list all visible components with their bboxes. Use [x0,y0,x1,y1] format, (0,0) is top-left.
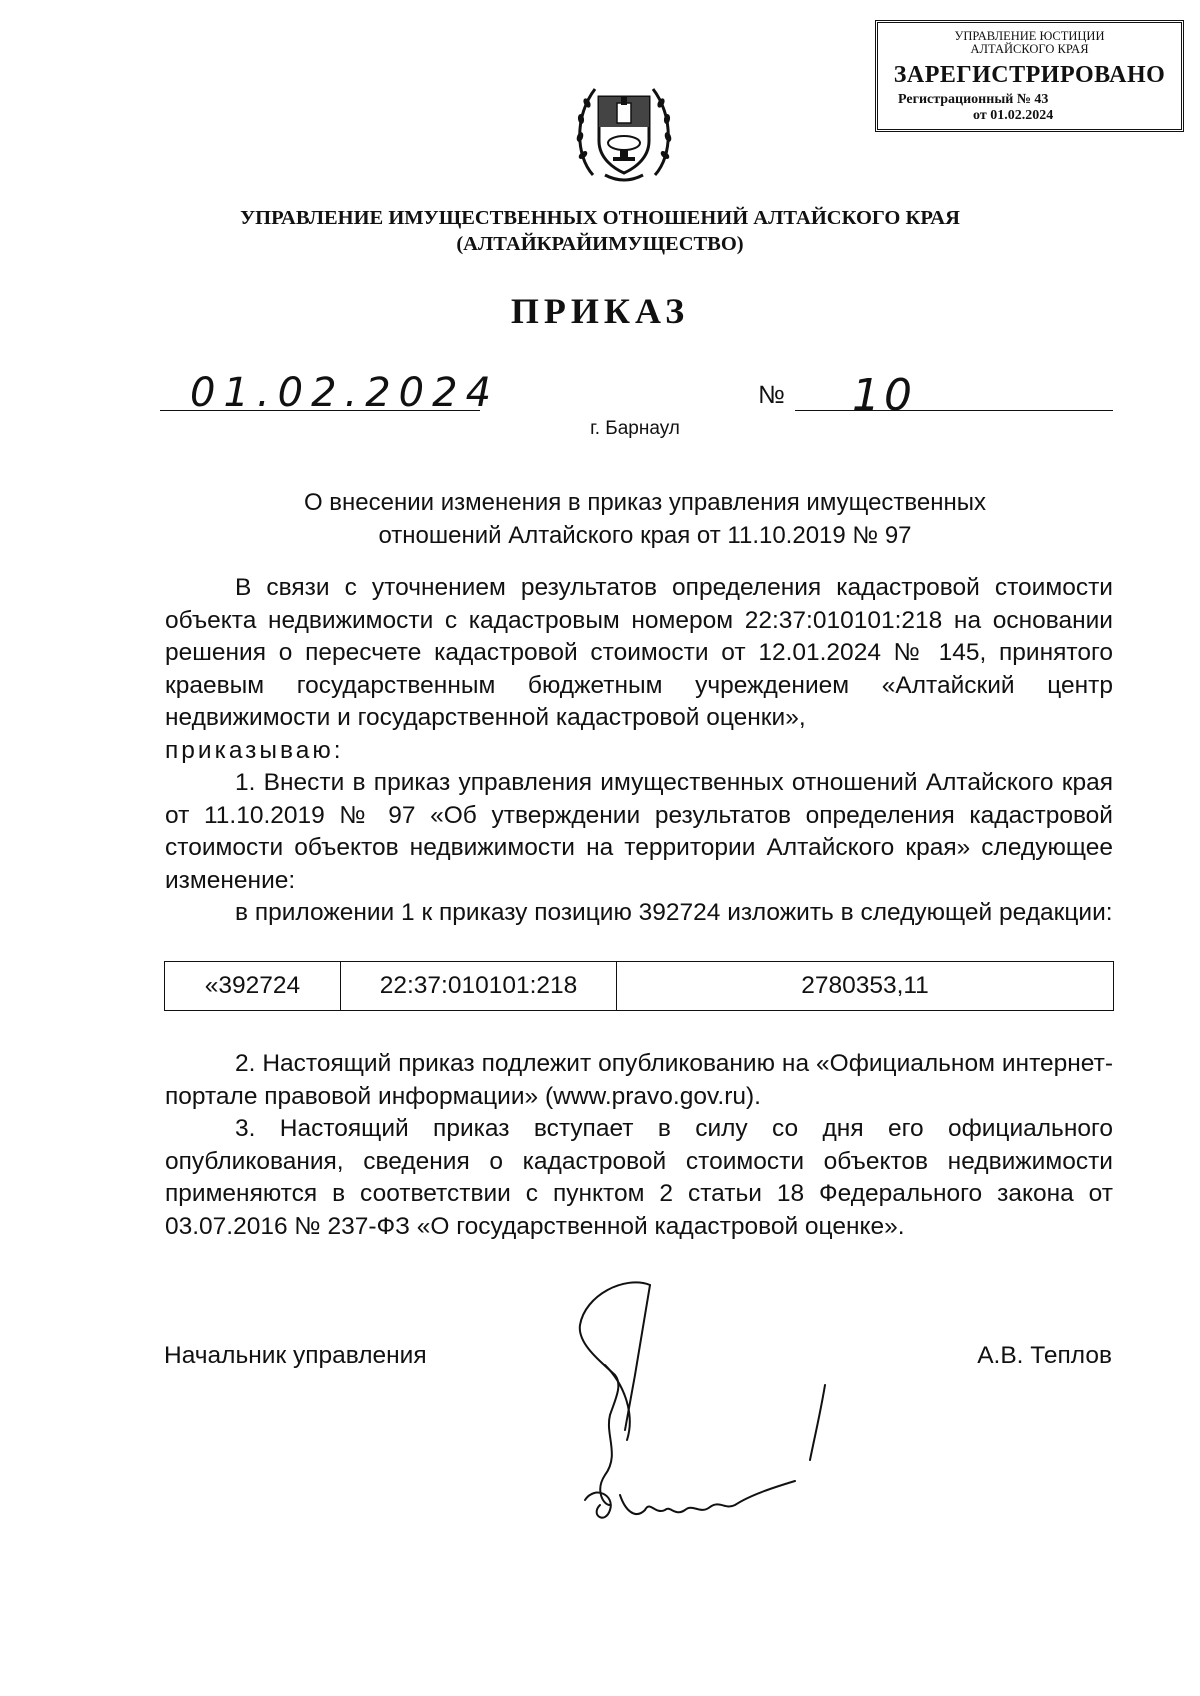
table-cell-cadastral-value: 2780353,11 [617,962,1114,1011]
position-table [164,961,1114,1011]
table-row [165,962,1114,1011]
order-word: приказываю: [165,736,344,764]
paragraph-preamble: В связи с уточнением результатов определения кадастровой стоимости объекта недвижимости с кадастровым номером 22:37:010101:218 на основании решения о пересчете кадастровой стоимости от 12.01.2024 № 145, принятого краевым государственным бюджетным учреждением «Алтайский центр недвижимости и государственной кадастровой оценки», [165,574,1113,731]
handwritten-signature [575,1255,905,1555]
paragraph-item1-detail: в приложении 1 к приказу позицию 392724 изложить в следующей редакции: [235,899,1113,926]
date-underline [160,410,480,411]
paragraph-item1: 1. Внести в приказ управления имущественных отношений Алтайского края от 11.10.2019 № 97 «Об утверждении результатов определения кадастровой стоимости объектов недвижимости на территории Алтайского края» следующее изменение: [165,769,1113,894]
number-label: № [758,381,785,409]
table-cell-position: «392724 [165,962,341,1011]
coat-of-arms-icon [573,75,675,187]
paragraph-item3: 3. Настоящий приказ вступает в силу со дня его официального опубликования, сведения о кадастровой стоимости объектов недвижимости применяются в соответствии с пунктом 2 статьи 18 Федерального закона от 03.07.2016 № 237-ФЗ «О государственной кадастровой оценке». [165,1115,1113,1240]
stamp-registered: ЗАРЕГИСТРИРОВАНО [893,62,1166,88]
number-underline [795,410,1113,411]
order-body-continued [165,1048,1113,1243]
document-title: ПРИКАЗ [510,291,690,331]
handwritten-number: 10 [852,370,916,421]
stamp-reg-date: от 01.02.2024 [973,108,1054,123]
registration-stamp [875,20,1184,132]
city: г. Барнаул [590,418,680,439]
subject-line2: отношений Алтайского края от 11.10.2019 № 97 [378,522,912,549]
order-body [165,572,1113,930]
signatory-position: Начальник управления [164,1342,427,1369]
stamp-line1: УПРАВЛЕНИЕ ЮСТИЦИИ [954,29,1105,43]
org-line2: (АЛТАЙКРАЙИМУЩЕСТВО) [456,233,744,255]
signatory-name: А.В. Теплов [977,1342,1112,1369]
table-cell-cadastral-number: 22:37:010101:218 [341,962,617,1011]
subject-line1: О внесении изменения в приказ управления имущественных [303,489,987,516]
handwritten-date: 01.02.2024 [190,370,500,416]
stamp-line2: АЛТАЙСКОГО КРАЯ [970,42,1089,56]
order-subject [0,486,1200,552]
org-line1: УПРАВЛЕНИЕ ИМУЩЕСТВЕННЫХ ОТНОШЕНИЙ АЛТАЙСКОГО КРАЯ [240,207,960,229]
paragraph-item2: 2. Настоящий приказ подлежит опубликованию на «Официальном интернет-портале правовой информации» (www.pravo.gov.ru). [165,1050,1113,1110]
stamp-reg-number: Регистрационный № 43 [898,92,1049,107]
organization-name [0,205,1200,257]
